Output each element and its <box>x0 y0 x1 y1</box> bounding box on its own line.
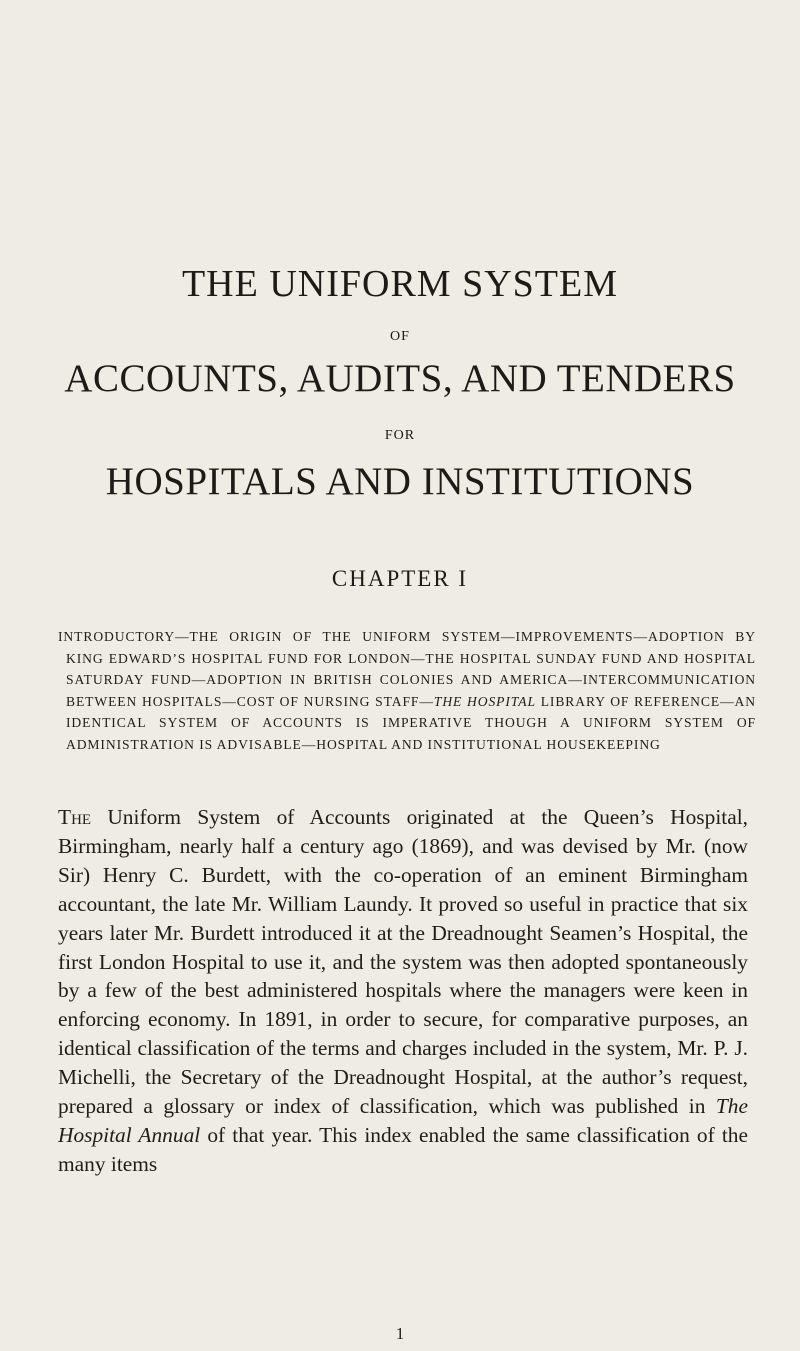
body-text-2: of that year. This index enabled the same classification of the many items <box>58 1122 748 1176</box>
synopsis-italic: THE HOSPITAL <box>433 693 536 709</box>
synopsis-text-1: INTRODUCTORY—THE ORIGIN OF THE UNIFORM SYSTEM—IMPROVEMENTS—ADOPTION BY KING EDWARD’S HOSPITAL FUND FOR LONDON—THE HOSPITAL SUNDAY FUND AND HOSPITAL SATURDAY FUND—ADOPTION IN BRITISH COLONIES AND AMERICA—INTERCOMMUNICATION BETWEEN HOSPITALS—COST OF NURSING STAFF— <box>58 629 756 709</box>
chapter-synopsis <box>58 626 756 755</box>
title-connector-of: OF <box>390 329 410 344</box>
body-paragraph <box>58 803 748 1179</box>
synopsis-text-2: LIBRARY OF REFERENCE—AN IDENTICAL SYSTEM OF ACCOUNTS IS IMPERATIVE THOUGH A UNIFORM SYSTEM OF ADMINISTRATION IS ADVISABLE—HOSPITAL AND INSTITUTIONAL HOUSEKEEPING <box>66 693 756 752</box>
title-connector-for: FOR <box>384 428 416 443</box>
title-line-3: HOSPITALS AND INSTITUTIONS <box>105 460 695 503</box>
title-line-2: ACCOUNTS, AUDITS, AND TENDERS <box>64 357 736 400</box>
body-text-1: Uniform System of Accounts originated at the Queen’s Hospital, Birmingham, nearly half a century ago (1869), and was devised by Mr. (now Sir) Henry C. Burdett, with the co-operation of an eminent Birmingham accountant, the late Mr. William Laundy. It proved so useful in practice that six years later Mr. Burdett introduced it at the Dreadnought Seamen’s Hospital, the first London Hospital to use it, and the system was then adopted spontaneously by a few of the best administered hospitals where the managers were keen in enforcing economy. In 1891, in order to secure, for comparative purposes, an identical classification of the terms and charges included in the system, Mr. P. J. Michelli, the Secretary of the Dreadnought Hospital, at the author’s request, prepared a glossary or index of classification, which was published in <box>58 805 748 1119</box>
body-italic-title: The Hospital Annual <box>58 1094 748 1147</box>
chapter-heading: CHAPTER I <box>331 566 469 591</box>
title-line-1: THE UNIFORM SYSTEM <box>181 263 619 305</box>
body-lead-word: The <box>58 805 92 829</box>
page-number: 1 <box>395 1324 405 1343</box>
